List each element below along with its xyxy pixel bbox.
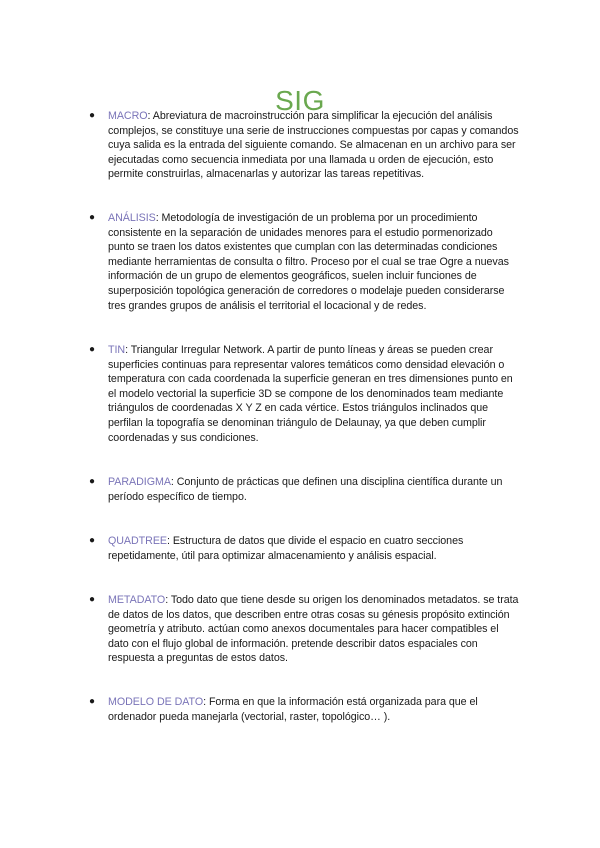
entry-term: TIN (108, 344, 126, 356)
bullet-icon: ● (89, 696, 95, 707)
bullet-icon: ● (89, 110, 95, 121)
glossary-entry-paradigma (89, 475, 522, 504)
entry-definition: : Triangular Irregular Network. A partir de punto líneas y áreas se pueden crear superficies continuas para representar valores temáticos como densidad elevación o temperatura con cada coordenada la superficie generan en tres dimensiones punto en el modelo vectorial la superficie 3D se compone de los denominados team mediante triángulos de coordenadas X Y Z en cada vértice. Estos triángulos inclinados que perfilan la topografía se denominan triángulo de Delaunay, ya que deben cumplir coordenadas y sus condiciones. (108, 344, 513, 444)
glossary-entry-macro (89, 109, 522, 182)
glossary-entry-modelo-de-dato (89, 695, 522, 724)
entry-term: MACRO (108, 110, 148, 122)
glossary-entry-quadtree (89, 534, 522, 563)
entry-definition: : Metodología de investigación de un problema por un procedimiento consistente en la separación de unidades menores para el estudio pormenorizado punto se traen los datos existentes que cumplan con las determinadas condiciones mediante herramientas de consulta o filtro. Proceso por el cual se trae Ogre a nuevas información de un grupo de elementos geográficos, suelen incluir funciones de superposición topológica generación de corredores o modelaje pueden considerarse tres grandes grupos de análisis el territorial el locacional y de redes. (108, 212, 509, 312)
bullet-icon: ● (89, 344, 95, 355)
bullet-icon: ● (89, 212, 95, 223)
entry-term: PARADIGMA (108, 476, 171, 488)
bullet-icon: ● (89, 594, 95, 605)
bullet-icon: ● (89, 535, 95, 546)
glossary-entry-tin (89, 343, 522, 445)
entry-term: METADATO (108, 594, 166, 606)
entry-definition: : Todo dato que tiene desde su origen los denominados metadatos. se trata de datos de los datos, que describen entre otras cosas su génesis propósito extinción geometría y atributo. actúan como anexos documentales para hacer compatibles el dato con el flujo global de información. pretende describir datos espaciales con respuesta a preguntas de estos datos. (108, 594, 519, 665)
entry-definition: : Forma en que la información está organizada para que el ordenador pueda manejarla (vectorial, raster, topológico… ). (108, 696, 478, 723)
glossary-entry-metadato (89, 593, 522, 666)
entry-term: MODELO DE DATO (108, 696, 204, 708)
entry-term: QUADTREE (108, 535, 167, 547)
entry-term: ANÁLISIS (108, 212, 156, 224)
entry-definition: : Conjunto de prácticas que definen una disciplina científica durante un período específico de tiempo. (108, 476, 503, 503)
page-title: SIG (275, 84, 325, 116)
glossary-entry-analisis (89, 211, 522, 313)
entry-definition: : Abreviatura de macroinstrucción para simplificar la ejecución del análisis complejos, se constituye una serie de instrucciones compuestas por capas y comandos cuya salida es la entrada del siguiente comando. Se almacenan en un archivo para ser ejecutadas como secuencia inmediata por una llamada u orden de ejecución, esto permite construirlas, almacenarlas y autorizar las tareas repetitivas. (108, 110, 519, 181)
bullet-icon: ● (89, 476, 95, 487)
entry-definition: : Estructura de datos que divide el espacio en cuatro secciones repetidamente, útil para optimizar almacenamiento y análisis espacial. (108, 535, 464, 562)
